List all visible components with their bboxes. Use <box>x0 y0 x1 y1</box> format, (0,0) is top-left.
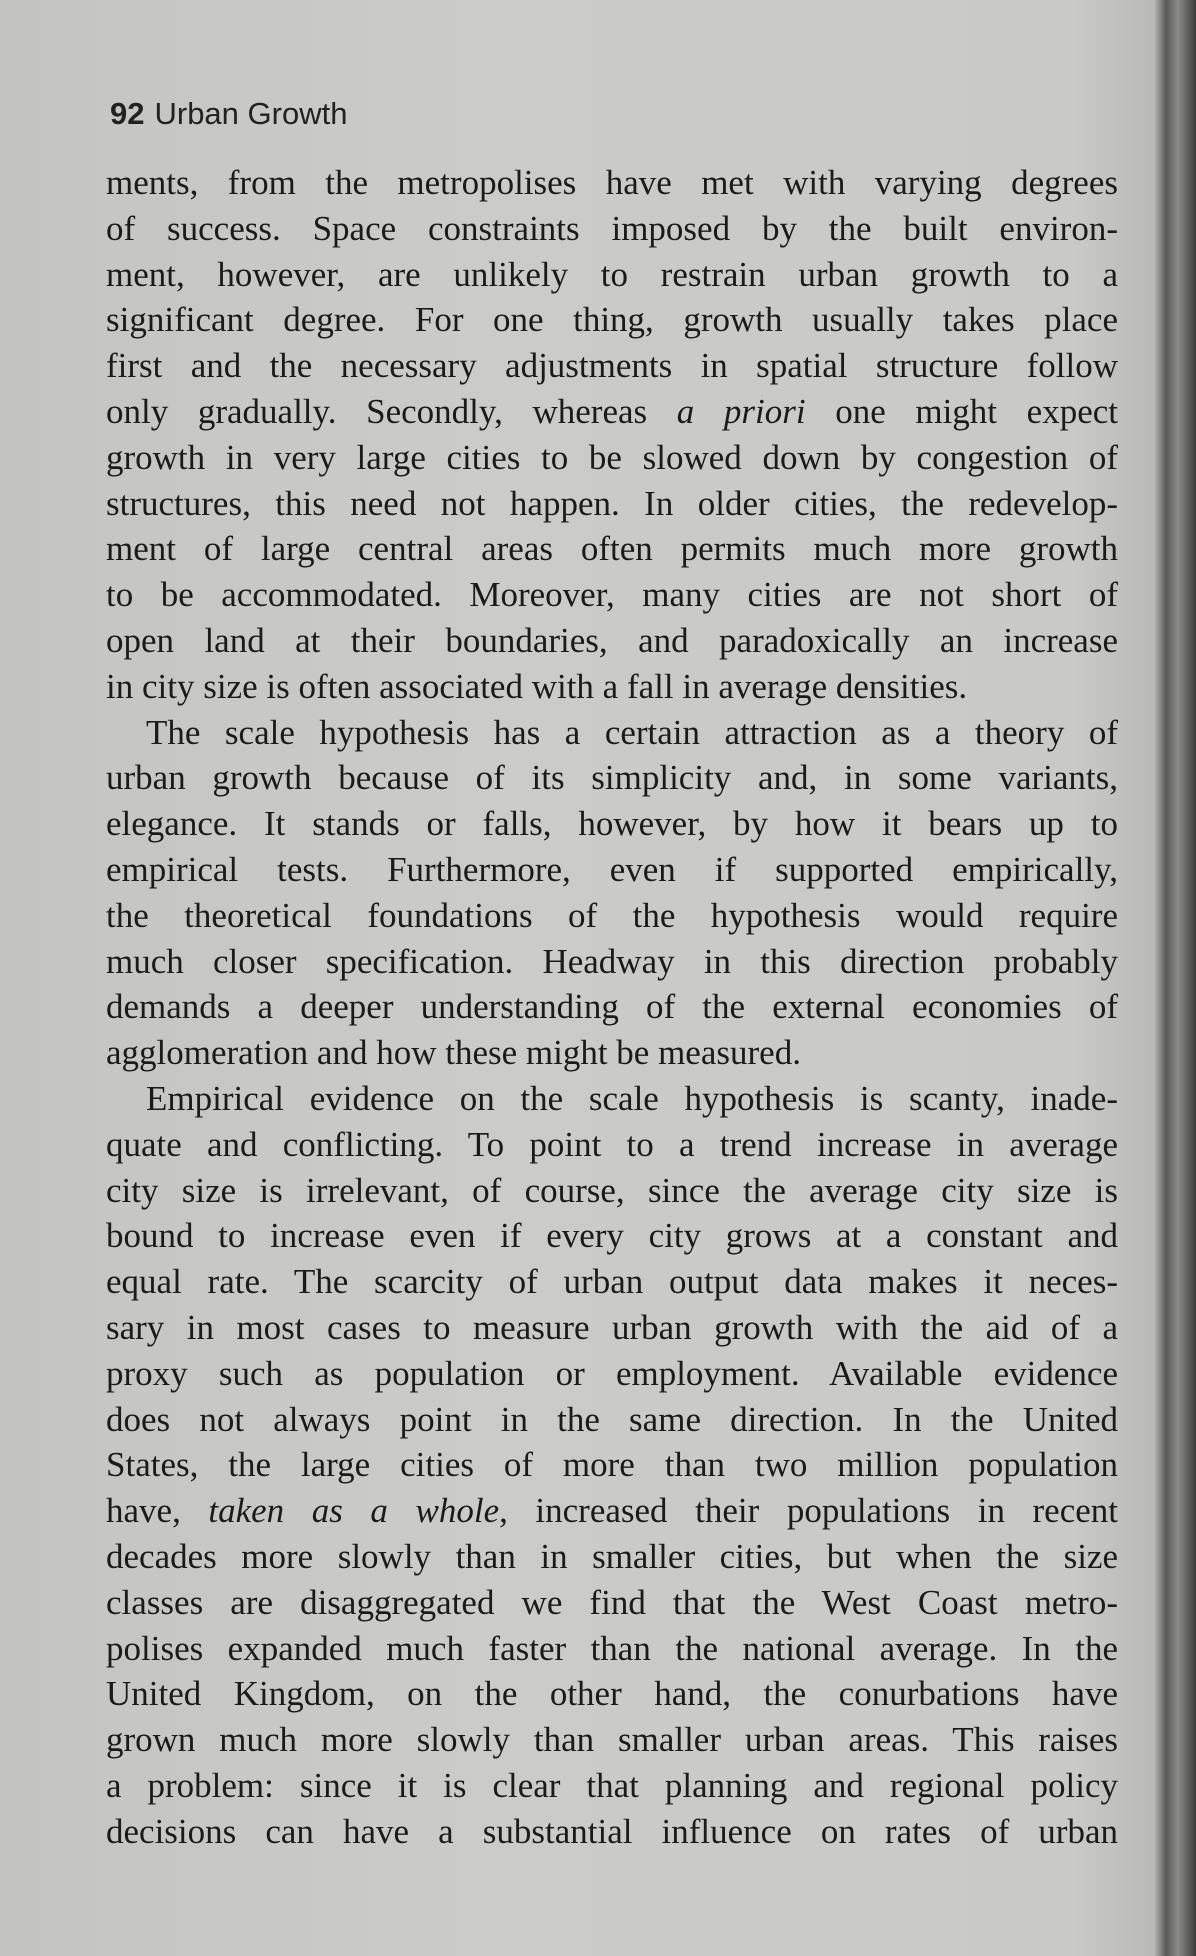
text-line <box>106 343 1118 389</box>
text-line <box>106 1671 1118 1717</box>
text-line <box>106 1442 1118 1488</box>
text-line <box>106 710 1118 756</box>
text-line <box>106 1168 1118 1214</box>
text-segment: much closer specification. Headway in this direction probably <box>106 941 1118 981</box>
text-segment: The scale hypothesis has a certain attraction as a theory of <box>146 712 1118 752</box>
text-line <box>106 1030 1118 1076</box>
text-segment: Empirical evidence on the scale hypothesis is scanty, inade- <box>146 1078 1118 1118</box>
text-line <box>106 1122 1118 1168</box>
text-line <box>106 252 1118 298</box>
text-segment: ment, however, are unlikely to restrain urban growth to a <box>106 254 1118 294</box>
text-line <box>106 526 1118 572</box>
page-number: 92 <box>110 96 145 131</box>
text-line <box>106 1351 1118 1397</box>
text-line <box>106 160 1118 206</box>
text-segment: first and the necessary adjustments in spatial structure follow <box>106 346 1118 386</box>
text-segment: have, <box>106 1491 209 1531</box>
text-line <box>106 1534 1118 1580</box>
body-text <box>106 160 1118 1854</box>
text-line <box>106 481 1118 527</box>
text-segment: sary in most cases to measure urban growth with the aid of a <box>106 1307 1118 1347</box>
text-segment: agglomeration and how these might be measured. <box>106 1033 801 1073</box>
text-line <box>106 1488 1118 1534</box>
text-line <box>106 1626 1118 1672</box>
text-segment: polises expanded much faster than the national average. In the <box>106 1628 1118 1668</box>
text-segment: decisions can have a substantial influence on rates of urban <box>106 1811 1118 1851</box>
text-line <box>106 297 1118 343</box>
text-line <box>106 893 1118 939</box>
text-segment: States, the large cities of more than two million population <box>106 1445 1118 1485</box>
text-segment: demands a deeper understanding of the external economies of <box>106 987 1118 1027</box>
text-line <box>106 1213 1118 1259</box>
text-line <box>106 1076 1118 1122</box>
text-segment: a problem: since it is clear that planning and regional policy <box>106 1765 1118 1805</box>
text-line <box>106 847 1118 893</box>
text-line <box>106 618 1118 664</box>
running-title: Urban Growth <box>154 96 348 131</box>
text-line <box>106 1763 1118 1809</box>
text-line <box>106 755 1118 801</box>
text-segment: United Kingdom, on the other hand, the conurbations have <box>106 1674 1118 1714</box>
text-line <box>106 1397 1118 1443</box>
text-line <box>106 435 1118 481</box>
text-segment: structures, this need not happen. In older cities, the redevelop- <box>106 483 1118 523</box>
text-segment: classes are disaggregated we find that the West Coast metro- <box>106 1582 1118 1622</box>
text-segment: open land at their boundaries, and paradoxically an increase <box>106 620 1118 660</box>
text-segment: ments, from the metropolises have met with varying degrees <box>106 163 1118 202</box>
text-segment: one might expect <box>805 391 1118 431</box>
text-line <box>106 572 1118 618</box>
running-header <box>110 96 347 132</box>
text-segment: ment of large central areas often permits much more growth <box>106 529 1118 569</box>
text-segment: only gradually. Secondly, whereas <box>106 391 677 431</box>
italic-text: taken as a whole <box>208 1491 500 1531</box>
text-segment: equal rate. The scarcity of urban output data makes it neces- <box>106 1262 1118 1302</box>
text-segment: empirical tests. Furthermore, even if supported empirically, <box>106 849 1118 889</box>
text-line <box>106 206 1118 252</box>
text-segment: urban growth because of its simplicity and, in some variants, <box>106 758 1118 798</box>
text-line <box>106 1305 1118 1351</box>
text-line <box>106 939 1118 985</box>
text-line <box>106 1809 1118 1855</box>
text-segment: quate and conflicting. To point to a trend increase in average <box>106 1124 1118 1164</box>
text-segment: elegance. It stands or falls, however, by how it bears up to <box>106 804 1118 844</box>
text-line <box>106 1717 1118 1763</box>
text-segment: growth in very large cities to be slowed down by congestion of <box>106 437 1118 477</box>
italic-text: a priori <box>676 391 806 431</box>
text-line <box>106 801 1118 847</box>
text-segment: in city size is often associated with a fall in average densities. <box>106 666 968 706</box>
text-segment: to be accommodated. Moreover, many cities are not short of <box>106 575 1118 615</box>
text-line <box>106 389 1118 435</box>
text-line <box>106 984 1118 1030</box>
text-segment: of success. Space constraints imposed by the built environ- <box>106 208 1118 248</box>
text-segment: grown much more slowly than smaller urban areas. This raises <box>106 1720 1118 1760</box>
text-segment: city size is irrelevant, of course, since the average city size is <box>106 1170 1118 1210</box>
text-segment: proxy such as population or employment. Available evidence <box>106 1353 1118 1393</box>
text-segment: bound to increase even if every city grows at a constant and <box>106 1216 1118 1256</box>
text-segment: decades more slowly than in smaller cities, but when the size <box>106 1536 1118 1576</box>
text-segment: does not always point in the same direction. In the United <box>106 1399 1118 1439</box>
text-line <box>106 664 1118 710</box>
text-line <box>106 1580 1118 1626</box>
text-segment: the theoretical foundations of the hypothesis would require <box>106 895 1118 935</box>
text-line <box>106 1259 1118 1305</box>
text-segment: , increased their populations in recent <box>499 1491 1118 1531</box>
text-segment: significant degree. For one thing, growth usually takes place <box>106 300 1118 340</box>
